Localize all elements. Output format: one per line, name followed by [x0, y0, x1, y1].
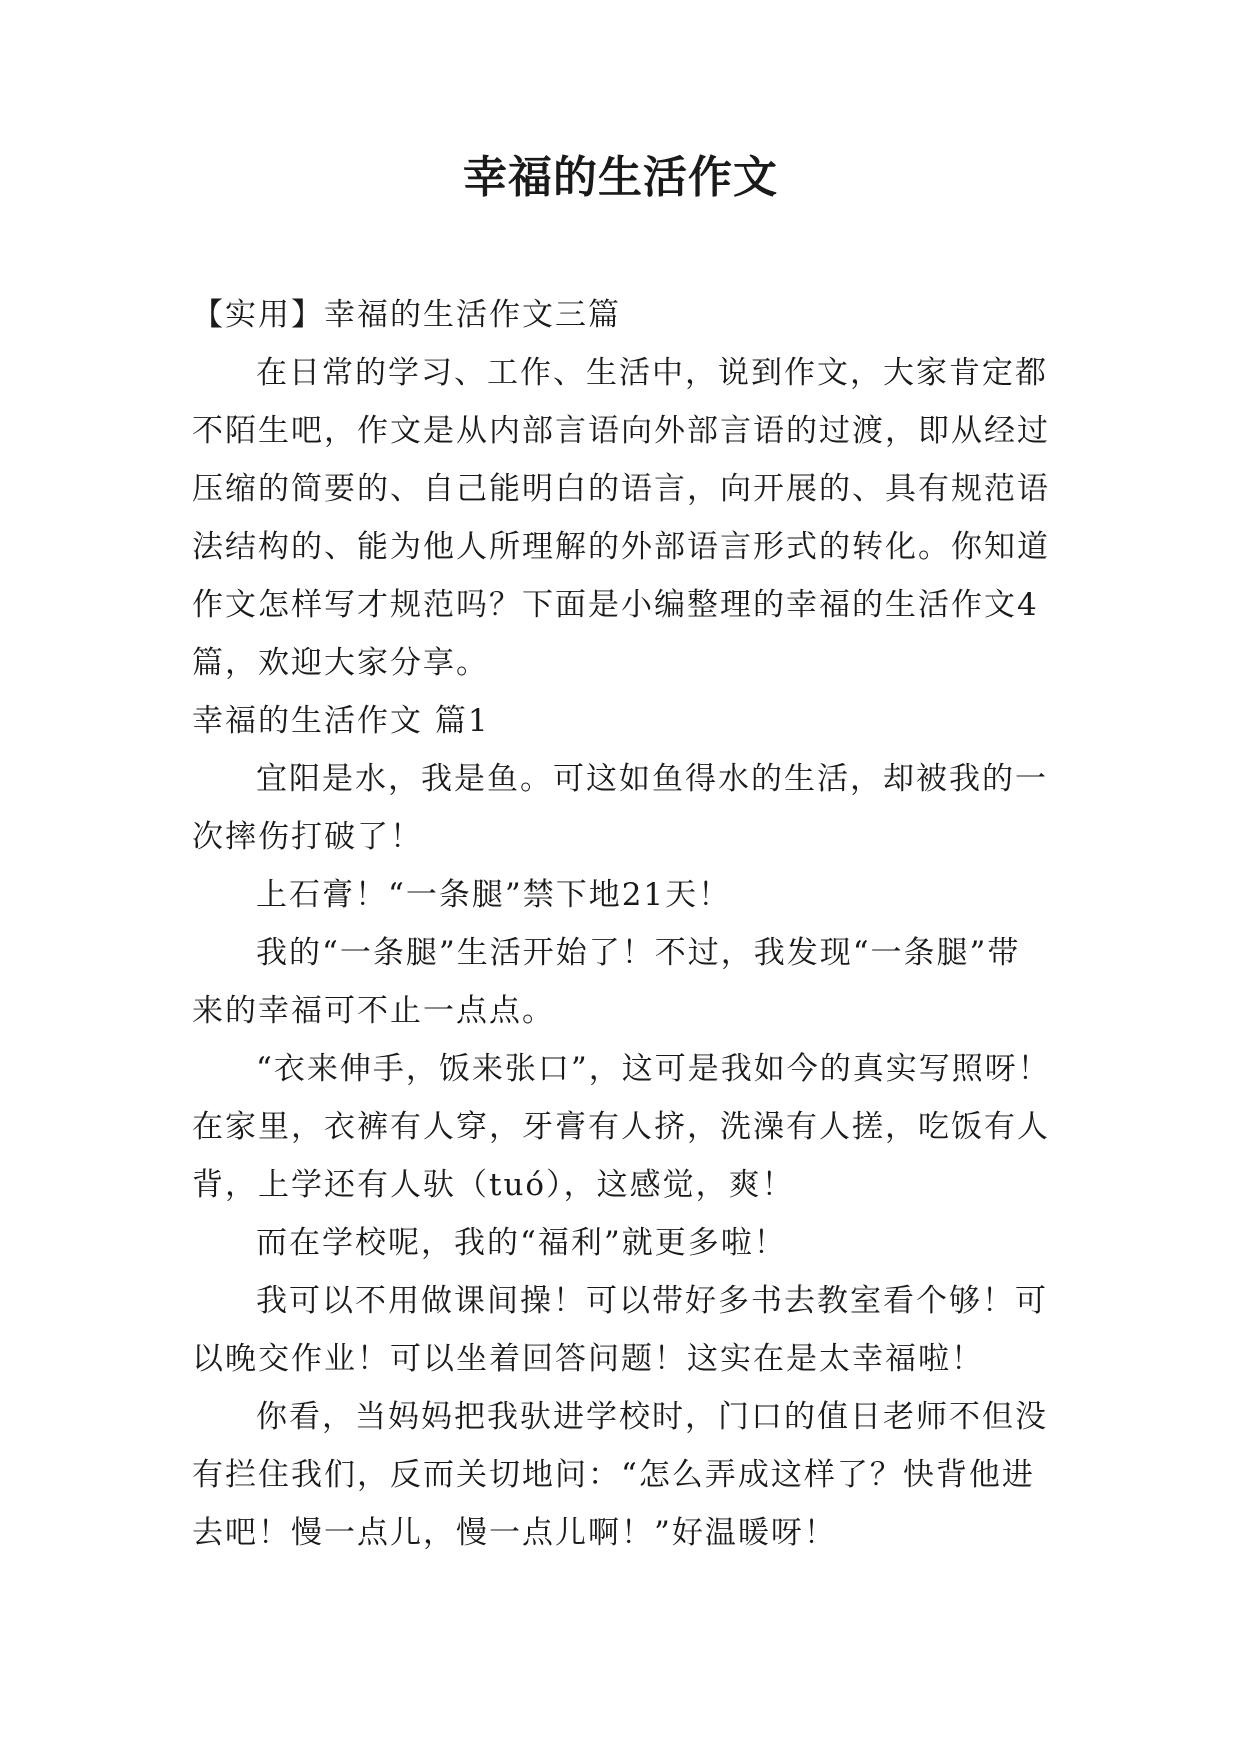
- intro-paragraph: 在日常的学习、工作、生活中，说到作文，大家肯定都不陌生吧，作文是从内部言语向外部言语的过渡，即从经过压缩的简要的、自己能明白的语言，向开展的、具有规范语法结构的、能为他人所理解的外部语言形式的转化。你知道作文怎样写才规范吗？下面是小编整理的幸福的生活作文4篇，欢迎大家分享。: [192, 355, 1050, 681]
- body-paragraph: 宜阳是水，我是鱼。可这如鱼得水的生活，却被我的一次摔伤打破了！: [192, 761, 1048, 855]
- body-paragraph: 我的“一条腿”生活开始了！不过，我发现“一条腿”带来的幸福可不止一点点。: [192, 935, 1021, 1029]
- body-paragraph: 而在学校呢，我的“福利”就更多啦！: [256, 1225, 787, 1261]
- section-heading: 幸福的生活作文 篇1: [192, 703, 490, 739]
- body-paragraph: 上石膏！“一条腿”禁下地21天！: [256, 877, 732, 913]
- document-title: 幸福的生活作文: [463, 152, 778, 203]
- body-paragraph: 你看，当妈妈把我驮进学校时，门口的值日老师不但没有拦住我们，反而关切地问：“怎么弄成这样了？快背他进去吧！慢一点儿，慢一点儿啊！”好温暖呀！: [192, 1399, 1048, 1551]
- body-paragraph: “衣来伸手，饭来张口”，这可是我如今的真实写照呀！在家里，衣裤有人穿，牙膏有人挤，洗澡有人搓，吃饭有人背，上学还有人驮（tuó），这感觉，爽！: [192, 1051, 1051, 1203]
- document-body: [192, 286, 1052, 1562]
- document-subtitle: 【实用】幸福的生活作文三篇: [192, 297, 621, 333]
- body-paragraph: 我可以不用做课间操！可以带好多书去教室看个够！可以晚交作业！可以坐着回答问题！这实在是太幸福啦！: [192, 1283, 1048, 1377]
